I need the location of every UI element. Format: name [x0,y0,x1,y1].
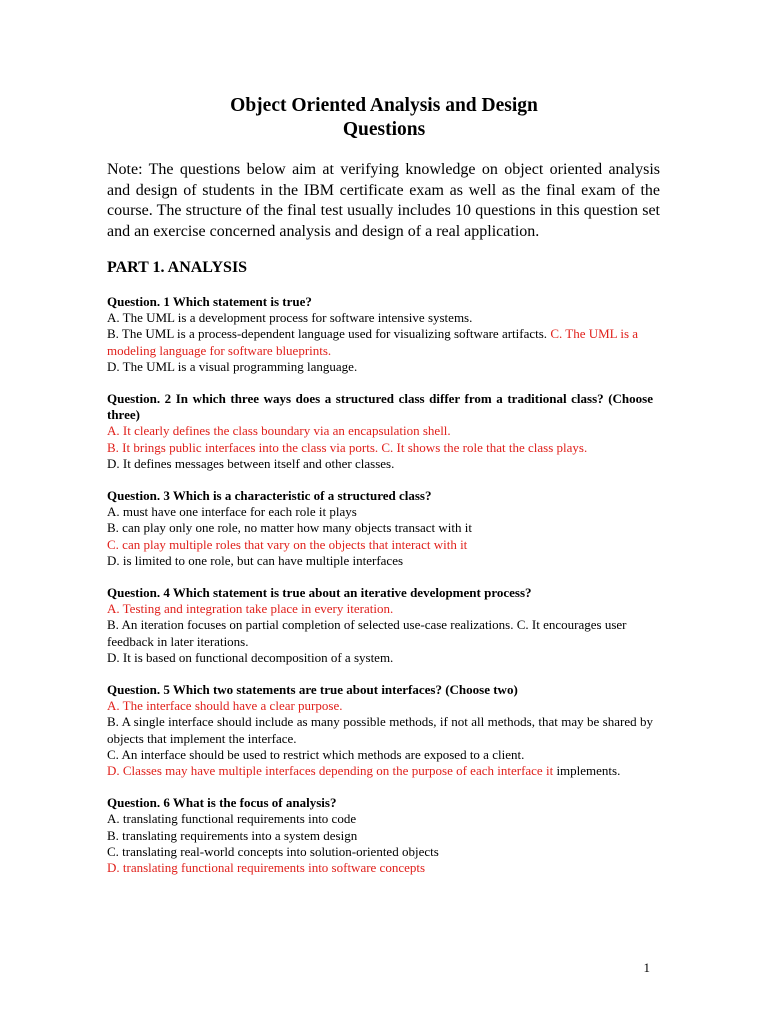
question-title: Question. 6 What is the focus of analysis? [107,795,337,811]
option-b: B. can play only one role, no matter how many objects transact with it [107,520,472,536]
question-title: Question. 2 In which three ways does a structured class differ from a traditional class? (Choose three) [107,391,653,423]
question-title: Question. 4 Which statement is true about an iterative development process? [107,585,532,601]
question-title: Question. 1 Which statement is true? [107,294,312,309]
option-c: C. It encourages user feedback in later iterations. [107,617,627,649]
option-a-answer: A. It clearly defines the class boundary via an encapsulation shell. [107,423,451,439]
option-a-answer: A. The interface should have a clear purpose. [107,698,343,714]
question-4 [107,585,653,666]
options-b-c [107,326,653,358]
title-line-2: Questions [342,119,426,140]
option-b: B. It brings public interfaces into the class via ports. [107,439,379,455]
options-b-c-answer [107,440,653,456]
option-d: D. It is based on functional decomposition of a system. [107,649,394,665]
document-title [0,94,768,142]
question-title: Question. 3 Which is a characteristic of a structured class? [107,488,432,504]
part-heading: PART 1. ANALYSIS [107,259,248,276]
question-list [107,294,653,876]
question-1 [107,294,653,375]
option-c: C. translating real-world concepts into solution-oriented objects [107,843,439,859]
option-a: A. translating functional requirements into code [107,811,357,827]
question-title: Question. 5 Which two statements are true about interfaces? (Choose two) [107,682,518,698]
page-number: 1 [643,960,650,975]
options-b-c [107,617,653,649]
option-d-answer [107,763,653,779]
option-c: C. An interface should be used to restrict which methods are exposed to a client. [107,746,525,762]
option-d: D. The UML is a visual programming language. [107,358,358,374]
option-b: B. An iteration focuses on partial completion of selected use-case realizations. [107,617,514,633]
option-d-answer: D. translating functional requirements into software concepts [107,860,426,876]
option-a-answer: A. Testing and integration take place in every iteration. [107,601,394,617]
option-c-answer: C. The UML is a modeling language for software blueprints. [107,326,639,358]
option-d-answer-tail: implements. [556,763,621,779]
question-5 [107,682,653,779]
question-3 [107,488,653,569]
intro-note: Note: The questions below aim at verifying knowledge on object oriented analysis and design of students in the IBM certificate exam as well as the final exam of the course. The structure of the final test usually includes 10 questions in this question set and an exercise concerned analysis and design of a real application. [107,161,660,240]
question-6 [107,795,653,876]
option-a: A. The UML is a development process for software intensive systems. [107,310,473,326]
option-b: B. The UML is a process-dependent language used for visualizing software artifacts. [107,326,548,342]
title-line-1: Object Oriented Analysis and Design [230,95,538,116]
option-b: B. translating requirements into a system design [107,827,358,843]
option-d: D. is limited to one role, but can have multiple interfaces [107,552,404,568]
option-a: A. must have one interface for each role it plays [107,504,357,520]
option-c-answer: C. can play multiple roles that vary on the objects that interact with it [107,536,468,552]
option-b: B. A single interface should include as many possible methods, if not all methods, that may be shared by objects that implement the interface. [107,714,653,746]
option-d: D. It defines messages between itself and other classes. [107,455,395,471]
option-d-answer-text: D. Classes may have multiple interfaces depending on the purpose of each interface it [107,763,554,779]
option-c: C. It shows the role that the class plays. [381,439,588,455]
question-2 [107,391,653,472]
